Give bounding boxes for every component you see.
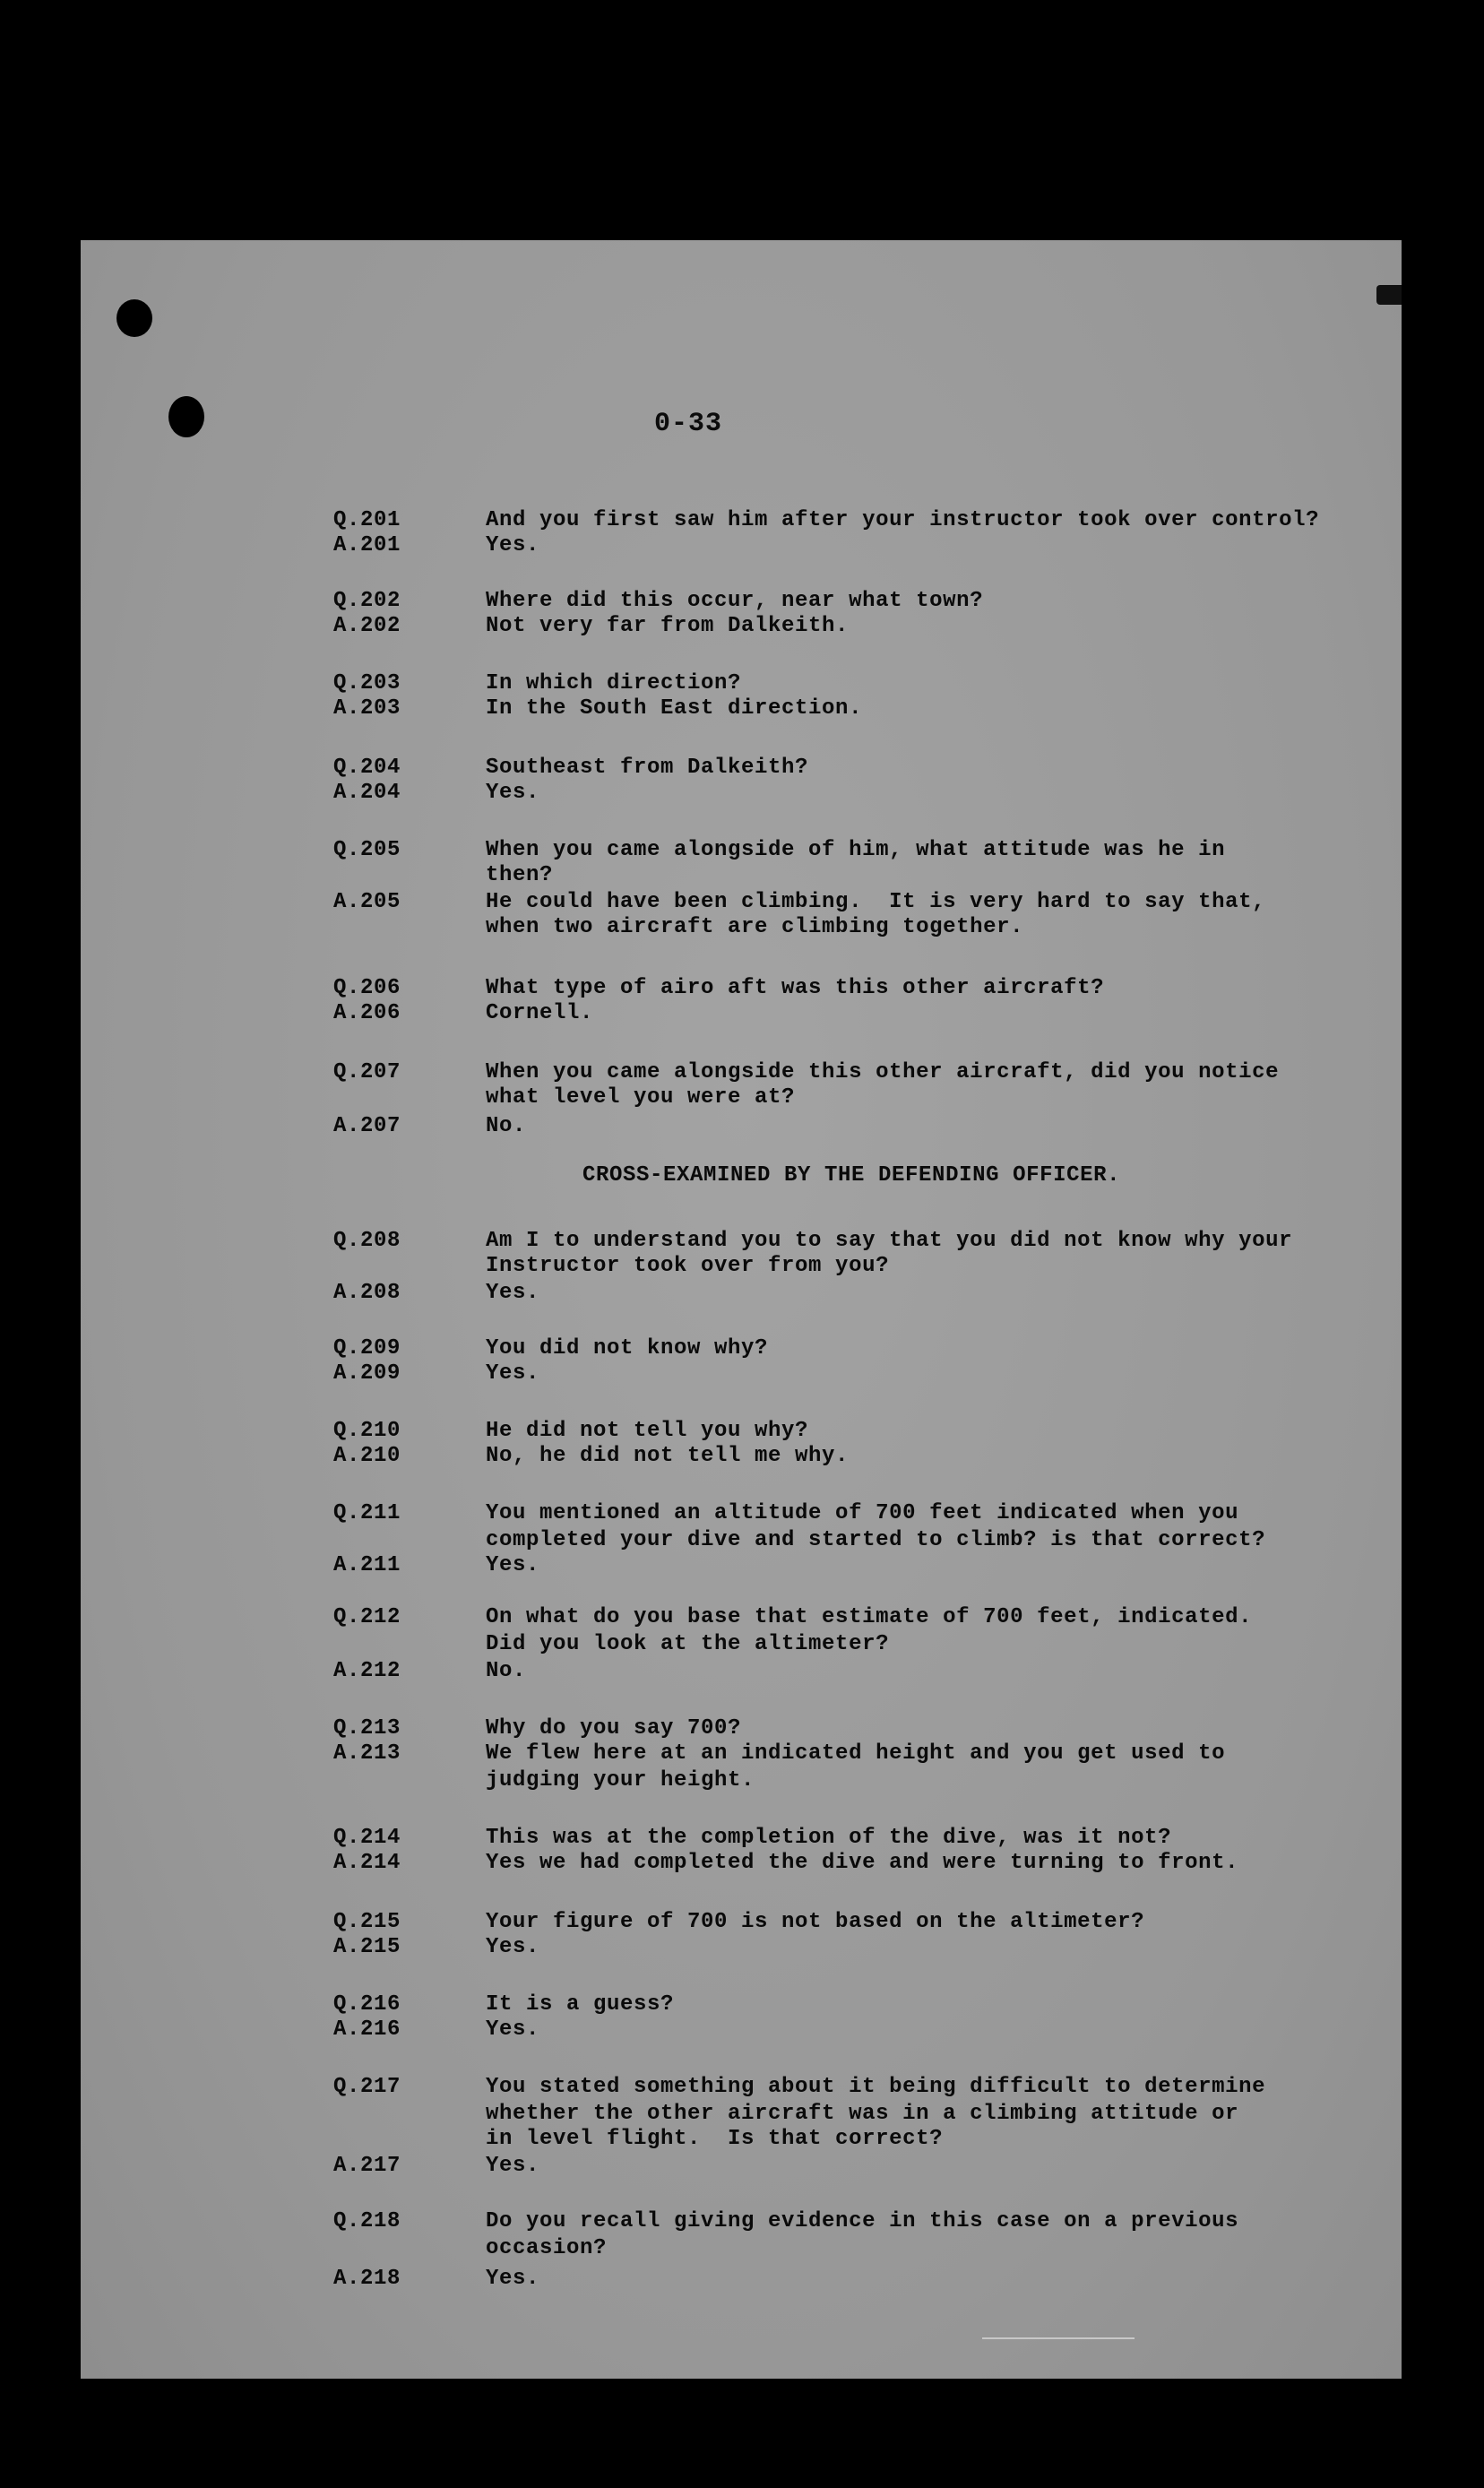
entry-label: A.212 <box>333 1659 401 1683</box>
entry-label: A.218 <box>333 2267 401 2291</box>
question-text: And you first saw him after your instructor took over control? <box>486 508 1320 532</box>
entry-label: A.203 <box>333 696 401 721</box>
entry-label: A.205 <box>333 890 401 914</box>
page-number: 0-33 <box>654 409 723 439</box>
answer-text: judging your height. <box>486 1768 755 1793</box>
entry-label: Q.201 <box>333 508 401 532</box>
answer-text: Yes. <box>486 781 540 805</box>
question-text: When you came alongside of him, what attitude was he in <box>486 838 1226 862</box>
entry-label: Q.210 <box>333 1419 401 1443</box>
answer-text: Yes. <box>486 1281 540 1305</box>
answer-text: Yes we had completed the dive and were turning to front. <box>486 1851 1239 1875</box>
entry-label: A.206 <box>333 1001 401 1025</box>
entry-label: A.209 <box>333 1361 401 1386</box>
answer-text: No. <box>486 1114 527 1138</box>
entry-label: A.201 <box>333 533 401 557</box>
question-text: It is a guess? <box>486 1992 675 2017</box>
question-text: Do you recall giving evidence in this case on a previous <box>486 2209 1239 2233</box>
question-text: He did not tell you why? <box>486 1419 809 1443</box>
entry-label: Q.214 <box>333 1826 401 1850</box>
answer-text: We flew here at an indicated height and you get used to <box>486 1741 1226 1766</box>
entry-label: A.217 <box>333 2154 401 2178</box>
answer-text: Yes. <box>486 1553 540 1577</box>
entry-label: Q.211 <box>333 1501 401 1525</box>
answer-text: Yes. <box>486 533 540 557</box>
entry-label: Q.203 <box>333 671 401 695</box>
entry-label: Q.208 <box>333 1229 401 1253</box>
question-text: This was at the completion of the dive, was it not? <box>486 1826 1172 1850</box>
entry-label: Q.217 <box>333 2075 401 2099</box>
question-text: You mentioned an altitude of 700 feet indicated when you <box>486 1501 1239 1525</box>
answer-text: completed your dive and started to climb? is that correct? <box>486 1528 1266 1552</box>
entry-label: Q.213 <box>333 1716 401 1741</box>
question-text: Your figure of 700 is not based on the altimeter? <box>486 1910 1145 1934</box>
answer-text: No. <box>486 1659 527 1683</box>
bottom-rule <box>982 2337 1135 2339</box>
answer-text: He could have been climbing. It is very hard to say that, <box>486 890 1266 914</box>
entry-label: A.211 <box>333 1553 401 1577</box>
question-text: You stated something about it being difficult to determine <box>486 2075 1266 2099</box>
entry-label: Q.206 <box>333 976 401 1000</box>
entry-label: A.210 <box>333 1444 401 1468</box>
answer-text: No, he did not tell me why. <box>486 1444 850 1468</box>
entry-label: Q.218 <box>333 2209 401 2233</box>
entry-label: Q.215 <box>333 1910 401 1934</box>
entry-label: Q.204 <box>333 756 401 780</box>
question-text: Why do you say 700? <box>486 1716 742 1741</box>
entry-label: Q.209 <box>333 1336 401 1361</box>
entry-label: A.214 <box>333 1851 401 1875</box>
entry-label: A.202 <box>333 614 401 638</box>
answer-text: in level flight. Is that correct? <box>486 2127 944 2151</box>
question-text: Am I to understand you to say that you did not know why your <box>486 1229 1293 1253</box>
question-text: Where did this occur, near what town? <box>486 589 984 613</box>
question-text: On what do you base that estimate of 700 feet, indicated. <box>486 1605 1253 1629</box>
entry-label: A.213 <box>333 1741 401 1766</box>
entry-label: Q.205 <box>333 838 401 862</box>
answer-text: Yes. <box>486 1935 540 1959</box>
entry-label: Q.212 <box>333 1605 401 1629</box>
answer-text: Yes. <box>486 2267 540 2291</box>
question-text: When you came alongside this other aircraft, did you notice <box>486 1060 1280 1084</box>
question-text: Southeast from Dalkeith? <box>486 756 809 780</box>
answer-text: what level you were at? <box>486 1085 796 1110</box>
question-text: In which direction? <box>486 671 742 695</box>
entry-label: A.208 <box>333 1281 401 1305</box>
answer-text: Yes. <box>486 2017 540 2042</box>
answer-text: Yes. <box>486 2154 540 2178</box>
answer-text: Not very far from Dalkeith. <box>486 614 850 638</box>
question-text: What type of airo aft was this other aircraft? <box>486 976 1105 1000</box>
answer-text: Did you look at the altimeter? <box>486 1632 890 1656</box>
entry-label: A.207 <box>333 1114 401 1138</box>
section-heading: CROSS-EXAMINED BY THE DEFENDING OFFICER. <box>582 1163 1121 1188</box>
entry-label: A.216 <box>333 2017 401 2042</box>
question-text: You did not know why? <box>486 1336 769 1361</box>
entry-label: Q.202 <box>333 589 401 613</box>
testimony-transcript <box>81 240 1402 2379</box>
entry-label: A.215 <box>333 1935 401 1959</box>
answer-text: In the South East direction. <box>486 696 863 721</box>
entry-label: Q.216 <box>333 1992 401 2017</box>
answer-text: Yes. <box>486 1361 540 1386</box>
answer-text: Cornell. <box>486 1001 594 1025</box>
answer-text: occasion? <box>486 2236 608 2260</box>
answer-text: whether the other aircraft was in a climbing attitude or <box>486 2102 1239 2126</box>
document-page <box>81 240 1402 2379</box>
answer-text: Instructor took over from you? <box>486 1254 890 1278</box>
answer-text: when two aircraft are climbing together. <box>486 915 1024 939</box>
entry-label: Q.207 <box>333 1060 401 1084</box>
answer-text: then? <box>486 863 554 887</box>
entry-label: A.204 <box>333 781 401 805</box>
